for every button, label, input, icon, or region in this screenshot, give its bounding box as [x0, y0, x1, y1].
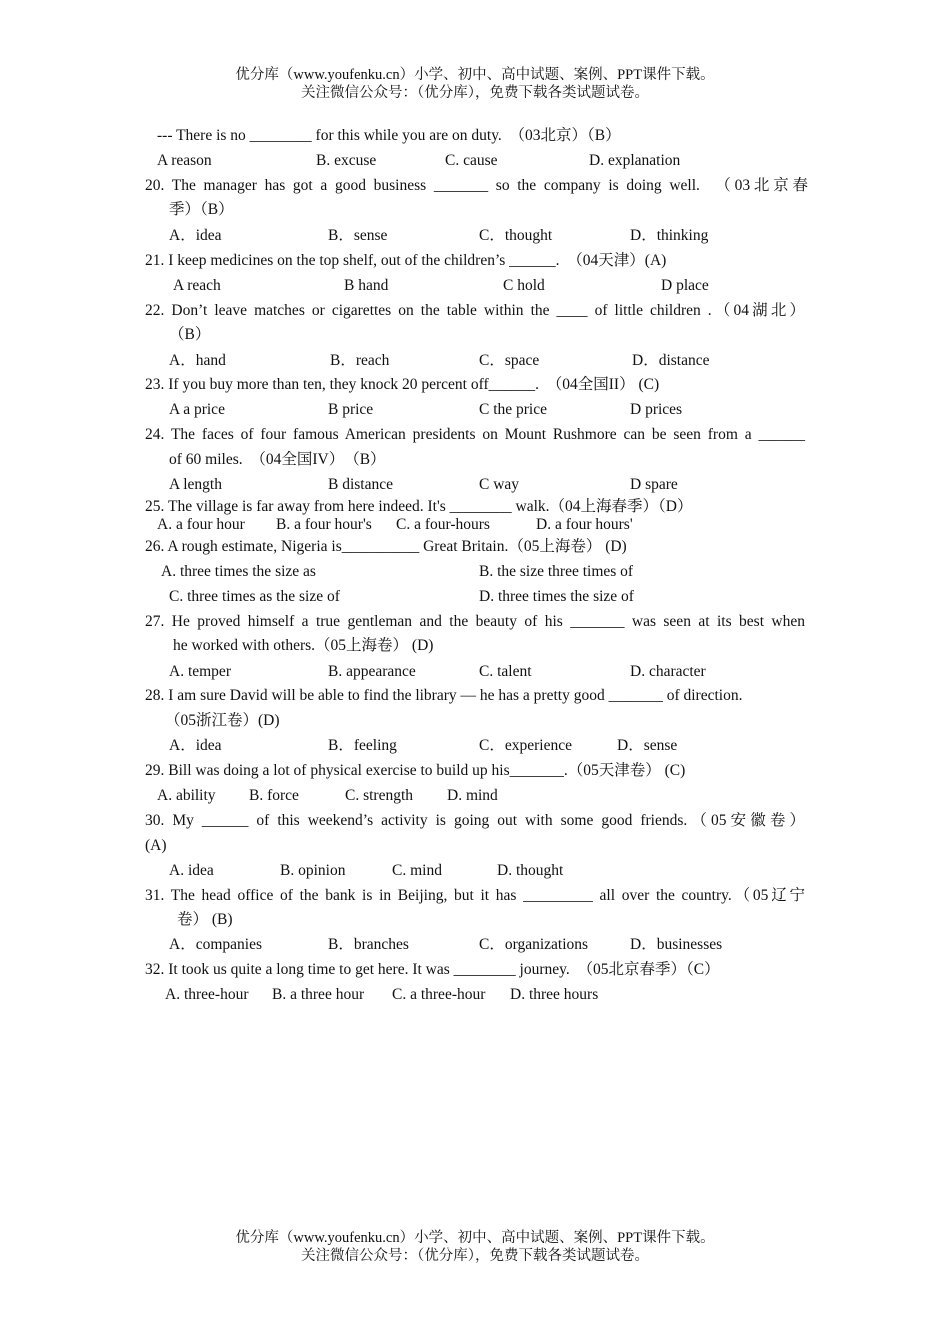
header-line-1: 优分库（www.youfenku.cn）小学、初中、高中试题、案例、PPT课件下载。: [235, 67, 715, 83]
header-line-2: 关注微信公众号：（优分库），免费下载各类试题试卷。: [301, 85, 649, 101]
question-24-line-1: 24. The faces of four famous American presidents on Mount Rushmore can be seen from a ______: [145, 426, 805, 443]
q19-option-d: D. explanation: [589, 152, 681, 169]
q25-option-b: B. a four hour's: [276, 516, 372, 533]
question-31-line-2: 卷） (B): [177, 911, 233, 928]
q29-option-c: C. strength: [345, 787, 414, 804]
question-21-line-1: 21. I keep medicines on the top shelf, out of the children’s ______. （04天津）(A): [145, 252, 667, 269]
question-27-line-2: he worked with others.（05上海卷） (D): [173, 637, 434, 654]
question-19-line-1: --- There is no ________ for this while you are on duty. （03北京）（B）: [157, 127, 621, 144]
question-20-line-1: 20. The manager has got a good business _______ so the company is doing well. （03北京春: [145, 177, 808, 194]
q32-option-c: C. a three-hour: [392, 986, 486, 1003]
q20-option-a: A．idea: [169, 227, 222, 244]
question-24-line-2: of 60 miles. （04全国IV） （B）: [169, 451, 386, 468]
q29-option-a: A. ability: [157, 787, 216, 804]
q22-option-a: A．hand: [169, 352, 226, 369]
page-footer: [0, 1229, 950, 1265]
q30-option-c: C. mind: [392, 862, 442, 879]
q27-option-b: B. appearance: [328, 663, 416, 680]
q27-option-a: A. temper: [169, 663, 231, 680]
question-22-line-1: 22. Don’t leave matches or cigarettes on the table within the ____ of little children .（04湖北）: [145, 302, 805, 319]
q22-option-b: B．reach: [330, 352, 390, 369]
q26-option-c: C. three times as the size of: [169, 588, 340, 605]
q28-option-b: B．feeling: [328, 737, 397, 754]
q22-option-c: C．space: [479, 352, 540, 369]
q25-option-a: A. a four hour: [157, 516, 245, 533]
q20-option-c: C．thought: [479, 227, 553, 244]
q31-option-d: D．businesses: [630, 936, 723, 953]
q21-option-d: D place: [661, 277, 709, 294]
q22-option-d: D．distance: [632, 352, 710, 369]
q31-option-c: C．organizations: [479, 936, 589, 953]
q26-option-b: B. the size three times of: [479, 563, 634, 580]
q29-option-b: B. force: [249, 787, 299, 804]
question-30-line-1: 30. My ______ of this weekend’s activity is going out with some good friends.（05安徽卷）: [145, 812, 805, 829]
q24-option-a: A length: [169, 476, 222, 493]
q30-option-a: A. idea: [169, 862, 214, 879]
question-28-line-1: 28. I am sure David will be able to find the library — he has a pretty good _______ of direction.: [145, 687, 743, 704]
q23-option-b: B price: [328, 401, 374, 418]
question-28-line-2: （05浙江卷）(D): [165, 712, 280, 729]
q32-option-a: A. three-hour: [165, 986, 249, 1003]
question-23-line-1: 23. If you buy more than ten, they knock 20 percent off______. （04全国II） (C): [145, 376, 660, 393]
q26-option-d: D. three times the size of: [479, 588, 634, 605]
q29-option-d: D. mind: [447, 787, 498, 804]
question-25-line-1: 25. The village is far away from here indeed. It's ________ walk.（04上海春季）（D）: [145, 498, 693, 515]
q24-option-d: D spare: [630, 476, 678, 493]
q27-option-d: D. character: [630, 663, 706, 680]
q24-option-b: B distance: [328, 476, 393, 493]
q28-option-d: D．sense: [617, 737, 678, 754]
q25-option-c: C. a four-hours: [396, 516, 490, 533]
q21-option-a: A reach: [173, 277, 221, 294]
q19-option-c: C. cause: [445, 152, 498, 169]
footer-line-2: 关注微信公众号：（优分库），免费下载各类试题试卷。: [301, 1248, 649, 1264]
q28-option-a: A．idea: [169, 737, 222, 754]
q21-option-c: C hold: [503, 277, 545, 294]
q24-option-c: C way: [479, 476, 520, 493]
q23-option-d: D prices: [630, 401, 683, 418]
q23-option-a: A a price: [169, 401, 225, 418]
question-31-line-1: 31. The head office of the bank is in Beijing, but it has _________ all over the country.（05辽宁: [145, 887, 805, 904]
q31-option-a: A．companies: [169, 936, 262, 953]
question-30-line-2: (A): [145, 837, 167, 854]
q25-option-d: D. a four hours': [536, 516, 633, 533]
question-26-line-1: 26. A rough estimate, Nigeria is__________ Great Britain.（05上海卷） (D): [145, 538, 627, 555]
question-32-line-1: 32. It took us quite a long time to get here. It was ________ journey. （05北京春季）（C）: [145, 961, 720, 978]
q30-option-d: D. thought: [497, 862, 564, 879]
question-22-line-2: （B）: [169, 326, 211, 343]
q27-option-c: C. talent: [479, 663, 532, 680]
q20-option-d: D．thinking: [630, 227, 709, 244]
question-29-line-1: 29. Bill was doing a lot of physical exercise to build up his_______.（05天津卷） (C): [145, 762, 686, 779]
q19-option-a: A reason: [157, 152, 212, 169]
footer-line-1: 优分库（www.youfenku.cn）小学、初中、高中试题、案例、PPT课件下载。: [235, 1230, 715, 1246]
q19-option-b: B. excuse: [316, 152, 377, 169]
q21-option-b: B hand: [344, 277, 389, 294]
question-20-line-2: 季）（B）: [169, 201, 234, 218]
q32-option-d: D. three hours: [510, 986, 599, 1003]
q26-option-a: A. three times the size as: [161, 563, 316, 580]
q28-option-c: C．experience: [479, 737, 572, 754]
q20-option-b: B．sense: [328, 227, 388, 244]
q23-option-c: C the price: [479, 401, 548, 418]
q32-option-b: B. a three hour: [272, 986, 365, 1003]
q31-option-b: B．branches: [328, 936, 409, 953]
q30-option-b: B. opinion: [280, 862, 346, 879]
question-27-line-1: 27. He proved himself a true gentleman and the beauty of his _______ was seen at its best when: [145, 613, 805, 630]
